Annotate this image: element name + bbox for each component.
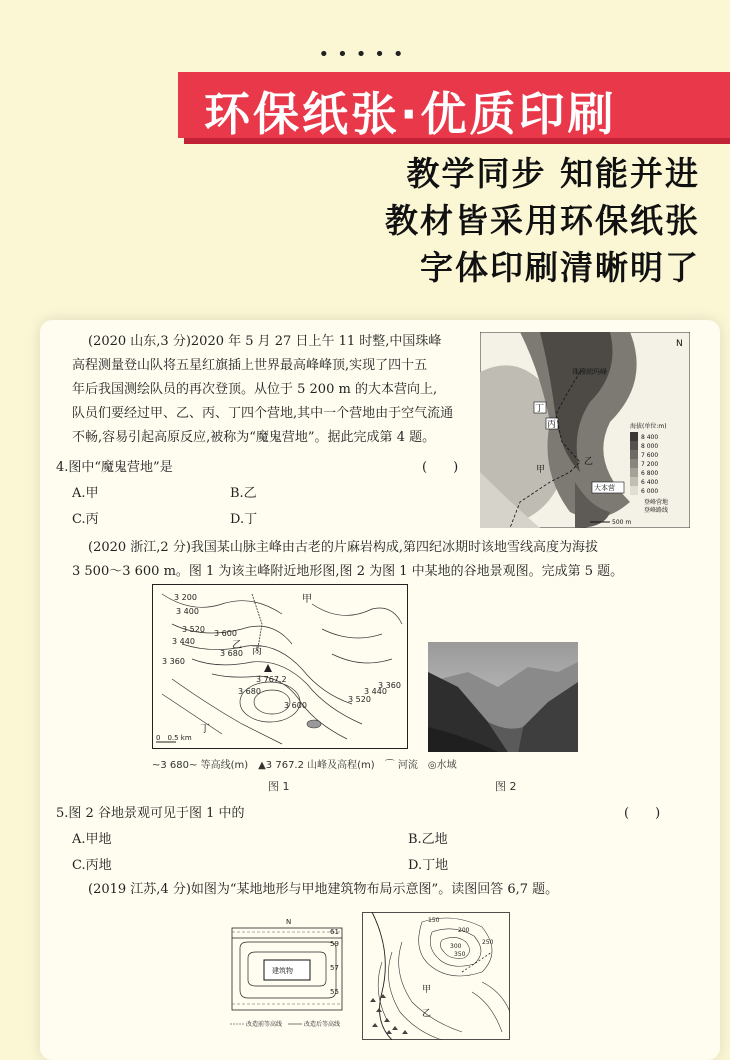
base-camp-label: 大本营: [594, 484, 615, 492]
legend-title: 海拔(单位:m): [630, 423, 667, 430]
q4-passage-line-2: 高程测量登山队将五星红旗插上世界最高峰峰顶,实现了四十五: [72, 358, 428, 373]
legend-after-label: 改造后等高线: [304, 1021, 341, 1028]
contour-label-3440: 3 440: [172, 637, 195, 646]
q4-option-a: A.甲: [72, 486, 99, 501]
contour-label-3200: 3 200: [174, 593, 197, 602]
fig1-scale-label: 0 0.5 km: [156, 734, 192, 742]
camp-bing-label: 丙: [547, 420, 557, 430]
camp-jia-label: 甲: [536, 465, 546, 475]
decorative-dots: •••••: [318, 44, 412, 65]
right-contour-300: 300: [450, 943, 462, 950]
q4-answer-bracket: ( ): [422, 460, 459, 475]
contour-label-3520b: 3 520: [348, 695, 371, 704]
q4-option-b: B.乙: [230, 486, 257, 501]
fig1-camp-yi: 乙: [232, 640, 242, 651]
fig1-camp-bing: 丙: [252, 646, 262, 657]
contour-57: 57: [330, 964, 339, 972]
fig1-legend: ~3 680~ 等高线(m) ▲3 767.2 山峰及高程(m) ⌒ 河流 ◎水域: [152, 760, 457, 771]
contour-label-3680a: 3 680: [220, 649, 243, 658]
map-north-label: N: [676, 339, 683, 349]
q4-passage-line-3: 年后我国测绘队员的再次登顶。从位于 5 200 m 的大本营向上,: [72, 382, 438, 397]
contour-label-3440b: 3 440: [364, 687, 387, 696]
map-scale-label: 500 m: [612, 519, 632, 526]
q5-option-c: C.丙地: [72, 858, 112, 873]
right-map-jia: 甲: [422, 985, 432, 995]
fig1-caption: 图 1: [268, 780, 290, 793]
textbook-page-sample: [40, 320, 720, 1060]
contour-label-3600b: 3 600: [284, 701, 307, 710]
map-peak-label: 珠穆朗玛峰: [572, 368, 607, 376]
peak-elevation-label: 3 767.2: [256, 675, 287, 684]
contour-label-3680b: 3 680: [238, 687, 261, 696]
q67-intro: (2019 江苏,4 分)如图为“某地地形与甲地建筑物布局示意图”。读图回答 6,7 题。: [88, 882, 559, 897]
q4-passage-line-1: (2020 山东,3 分)2020 年 5 月 27 日上午 11 时整,中国珠峰: [88, 334, 442, 349]
q5-answer-bracket: ( ): [624, 806, 661, 821]
q4-option-c: C.丙: [72, 512, 99, 527]
contour-label-3360b: 3 360: [378, 681, 401, 690]
camp-ding-label: 丁: [535, 404, 545, 414]
q5-option-b: B.乙地: [408, 832, 448, 847]
everest-elevation-map: [480, 332, 690, 528]
legend-elev-3: 7 600: [641, 452, 659, 459]
right-map-yi: 乙: [422, 1009, 432, 1019]
q5-option-d: D.丁地: [408, 858, 449, 873]
legend-route-item: 登峰路线: [644, 507, 669, 514]
q4-question: 4.图中“魔鬼营地”是: [56, 460, 173, 475]
right-contour-350: 350: [454, 951, 466, 958]
terrain-contour-map: [362, 912, 510, 1040]
q5-option-a: A.甲地: [72, 832, 112, 847]
legend-elev-7: 6 000: [641, 488, 659, 495]
contour-label-3360: 3 360: [162, 657, 185, 666]
slogan-block: [385, 150, 700, 291]
building-label: 建筑物: [272, 967, 293, 975]
building-layout-map: [226, 914, 352, 1040]
q5-question: 5.图 2 谷地景观可见于图 1 中的: [56, 806, 245, 821]
legend-elev-1: 8 400: [641, 434, 659, 441]
left-map-north: N: [286, 918, 292, 926]
contour-59: 59: [330, 940, 339, 948]
q5-intro-line-1: (2020 浙江,2 分)我国某山脉主峰由古老的片麻岩构成,第四纪冰期时该地雪线高度为海拔: [88, 540, 599, 555]
camp-yi-label: 乙: [584, 457, 594, 467]
contour-label-3520: 3 520: [182, 625, 205, 634]
slogan-line-2: 教材皆采用环保纸张: [385, 201, 700, 240]
contour-label-3400: 3 400: [176, 607, 199, 616]
q4-passage-line-4: 队员们要经过甲、乙、丙、丁四个营地,其中一个营地由于空气流通: [72, 406, 454, 421]
contour-55: 55: [330, 988, 339, 996]
contour-label-3600: 3 600: [214, 629, 237, 638]
q5-intro-line-2: 3 500～3 600 m。图 1 为该主峰附近地形图,图 2 为图 1 中某地的谷地景观图。完成第 5 题。: [72, 564, 624, 579]
right-contour-200: 200: [458, 927, 470, 934]
fig1-camp-ding: 丁: [200, 724, 210, 735]
valley-photo-fig2: [428, 642, 578, 752]
slogan-line-3: 字体印刷清晰明了: [420, 248, 700, 287]
legend-elev-5: 6 800: [641, 470, 659, 477]
legend-elev-4: 7 200: [641, 461, 659, 468]
fig2-caption: 图 2: [495, 780, 517, 793]
fig1-camp-jia: 甲: [302, 594, 312, 605]
right-contour-150: 150: [428, 917, 440, 924]
q4-option-d: D.丁: [230, 512, 258, 527]
slogan-line-1: 教学同步 知能并进: [406, 154, 700, 193]
topographic-map-fig1: [152, 584, 408, 749]
q4-passage-line-5: 不畅,容易引起高原反应,被称为“魔鬼营地”。据此完成第 4 题。: [72, 430, 436, 445]
legend-elev-2: 8 000: [641, 443, 659, 450]
legend-camp-item: 登峰营地: [644, 499, 669, 506]
legend-elev-6: 6 400: [641, 479, 659, 486]
right-contour-250: 250: [482, 939, 494, 946]
title-banner: [178, 72, 730, 141]
banner-title: 环保纸张·优质印刷: [204, 87, 617, 141]
legend-before-label: 改造前等高线: [246, 1021, 283, 1028]
contour-61: 61: [330, 928, 339, 936]
